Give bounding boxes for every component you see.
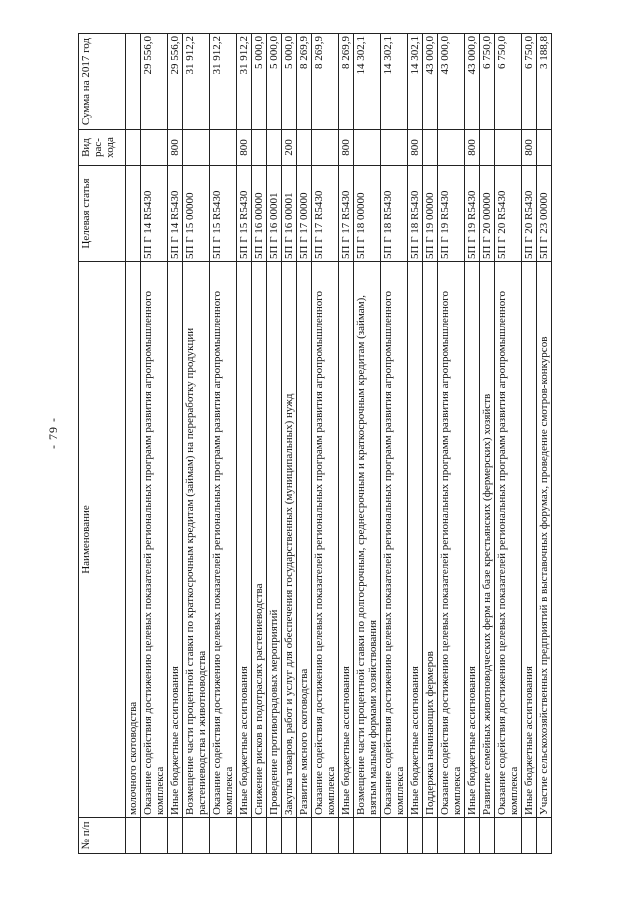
row-name-cell: Иные бюджетные ассигнования [339, 262, 354, 818]
table-row [141, 34, 168, 854]
row-code-cell: 5П Г 20 00000 [480, 166, 495, 262]
row-expense-type-cell [297, 130, 312, 166]
row-number-cell [339, 818, 354, 854]
table-header [79, 34, 126, 854]
table-row [495, 34, 522, 854]
table-row [183, 34, 210, 854]
table-row [423, 34, 438, 854]
row-code-cell: 5П Г 15 00000 [183, 166, 210, 262]
row-name-cell: Поддержка начинающих фермеров [423, 262, 438, 818]
row-expense-type-cell [210, 130, 237, 166]
row-expense-type-cell: 800 [408, 130, 423, 166]
table-row [237, 34, 252, 854]
row-amount-cell: 31 912,2 [183, 34, 210, 130]
row-code-cell: 5П Г 23 00000 [537, 166, 552, 262]
row-expense-type-cell: 800 [168, 130, 183, 166]
row-amount-cell: 29 556,0 [168, 34, 183, 130]
row-expense-type-cell [537, 130, 552, 166]
table-row [354, 34, 381, 854]
row-code-cell: 5П Г 19 00000 [423, 166, 438, 262]
row-expense-type-cell [312, 130, 339, 166]
table-row [438, 34, 465, 854]
row-code-cell: 5П Г 17 00000 [297, 166, 312, 262]
row-number-cell [480, 818, 495, 854]
row-code-cell: 5П Г 16 00001 [282, 166, 297, 262]
row-amount-cell: 5 000,0 [267, 34, 282, 130]
table-row [339, 34, 354, 854]
row-expense-type-cell [267, 130, 282, 166]
row-amount-cell: 43 000,0 [438, 34, 465, 130]
row-number-cell [465, 818, 480, 854]
header-num: № п/п [79, 818, 126, 854]
row-number-cell [312, 818, 339, 854]
row-name-cell: Возмещение части процентной ставки по долгосрочным, среднесрочным и краткосрочным кредитам (займам), взятым малыми формами хозяйствования [354, 262, 381, 818]
table-row [252, 34, 267, 854]
row-code-cell: 5П Г 19 R5430 [438, 166, 465, 262]
row-code-cell: 5П Г 14 R5430 [141, 166, 168, 262]
row-name-cell: Иные бюджетные ассигнования [168, 262, 183, 818]
row-code-cell: 5П Г 15 R5430 [210, 166, 237, 262]
row-code-cell: 5П Г 14 R5430 [168, 166, 183, 262]
row-expense-type-cell: 800 [522, 130, 537, 166]
row-number-cell [126, 818, 141, 854]
table-row [537, 34, 552, 854]
row-code-cell: 5П Г 20 R5430 [495, 166, 522, 262]
row-amount-cell: 43 000,0 [423, 34, 438, 130]
row-code-cell: 5П Г 18 R5430 [408, 166, 423, 262]
row-name-cell: Иные бюджетные ассигнования [465, 262, 480, 818]
row-name-cell: Иные бюджетные ассигнования [522, 262, 537, 818]
table-body [126, 34, 552, 854]
row-amount-cell: 29 556,0 [141, 34, 168, 130]
row-name-cell: Развитие семейных животноводческих ферм на базе крестьянских (фермерских) хозяйств [480, 262, 495, 818]
row-name-cell: Оказание содействия достижению целевых показателей региональных программ развития агропромышленного комплекса [141, 262, 168, 818]
page-number: - 79 - [46, 417, 60, 449]
row-expense-type-cell: 800 [339, 130, 354, 166]
row-expense-type-cell [126, 130, 141, 166]
table-row [168, 34, 183, 854]
header-expense-type: Вид рас-хода [79, 130, 126, 166]
row-expense-type-cell [252, 130, 267, 166]
row-code-cell: 5П Г 16 00000 [252, 166, 267, 262]
table-row [465, 34, 480, 854]
row-number-cell [210, 818, 237, 854]
row-amount-cell: 43 000,0 [465, 34, 480, 130]
row-number-cell [537, 818, 552, 854]
row-number-cell [408, 818, 423, 854]
row-name-cell: Оказание содействия достижению целевых показателей региональных программ развития агропромышленного комплекса [210, 262, 237, 818]
row-code-cell [126, 166, 141, 262]
budget-table [78, 33, 552, 854]
row-expense-type-cell [141, 130, 168, 166]
document-page [46, 34, 576, 854]
row-name-cell: Закупка товаров, работ и услуг для обеспечения государственных (муниципальных) нужд [282, 262, 297, 818]
table-row [480, 34, 495, 854]
row-number-cell [252, 818, 267, 854]
row-code-cell: 5П Г 15 R5430 [237, 166, 252, 262]
row-amount-cell: 31 912,2 [237, 34, 252, 130]
header-amount: Сумма на 2017 год [79, 34, 126, 130]
row-expense-type-cell: 800 [465, 130, 480, 166]
row-amount-cell: 8 269,9 [312, 34, 339, 130]
row-expense-type-cell: 200 [282, 130, 297, 166]
row-number-cell [267, 818, 282, 854]
header-name: Наименование [79, 262, 126, 818]
row-number-cell [522, 818, 537, 854]
table-row [267, 34, 282, 854]
header-target-article: Целевая статья [79, 166, 126, 262]
row-amount-cell: 8 269,9 [339, 34, 354, 130]
row-expense-type-cell [495, 130, 522, 166]
row-expense-type-cell [354, 130, 381, 166]
row-number-cell [354, 818, 381, 854]
row-number-cell [438, 818, 465, 854]
row-name-cell: Оказание содействия достижению целевых показателей региональных программ развития агропромышленного комплекса [438, 262, 465, 818]
row-name-cell: Развитие мясного скотоводства [297, 262, 312, 818]
row-code-cell: 5П Г 16 00001 [267, 166, 282, 262]
row-amount-cell: 6 750,0 [495, 34, 522, 130]
row-amount-cell: 31 912,2 [210, 34, 237, 130]
row-number-cell [381, 818, 408, 854]
table-row [408, 34, 423, 854]
row-amount-cell: 6 750,0 [480, 34, 495, 130]
row-amount-cell: 14 302,1 [381, 34, 408, 130]
row-name-cell: Проведение противоградовых мероприятий [267, 262, 282, 818]
row-expense-type-cell: 800 [237, 130, 252, 166]
row-expense-type-cell [423, 130, 438, 166]
row-number-cell [183, 818, 210, 854]
row-name-cell: Иные бюджетные ассигнования [408, 262, 423, 818]
row-number-cell [237, 818, 252, 854]
row-amount-cell: 5 000,0 [282, 34, 297, 130]
row-amount-cell: 14 302,1 [354, 34, 381, 130]
row-code-cell: 5П Г 17 R5430 [312, 166, 339, 262]
table-row [522, 34, 537, 854]
row-name-cell: Оказание содействия достижению целевых показателей региональных программ развития агропромышленного комплекса [495, 262, 522, 818]
row-name-cell: Оказание содействия достижению целевых показателей региональных программ развития агропромышленного комплекса [381, 262, 408, 818]
row-number-cell [495, 818, 522, 854]
row-amount-cell: 5 000,0 [252, 34, 267, 130]
row-number-cell [282, 818, 297, 854]
row-number-cell [297, 818, 312, 854]
row-code-cell: 5П Г 18 R5430 [381, 166, 408, 262]
row-code-cell: 5П Г 19 R5430 [465, 166, 480, 262]
row-name-cell: Снижение рисков в подотраслях растениеводства [252, 262, 267, 818]
table-row [297, 34, 312, 854]
row-code-cell: 5П Г 18 00000 [354, 166, 381, 262]
row-name-cell: Возмещение части процентной ставки по краткосрочным кредитам (займам) на переработку продукции растениеводства и животноводства [183, 262, 210, 818]
row-amount-cell: 6 750,0 [522, 34, 537, 130]
row-number-cell [141, 818, 168, 854]
table-row [210, 34, 237, 854]
row-amount-cell [126, 34, 141, 130]
row-name-cell: Иные бюджетные ассигнования [237, 262, 252, 818]
table-row [282, 34, 297, 854]
row-expense-type-cell [438, 130, 465, 166]
row-name-cell: молочного скотоводства [126, 262, 141, 818]
row-number-cell [423, 818, 438, 854]
row-name-cell: Участие сельскохозяйственных предприятий в выставочных форумах, проведение смотров-конкурсов [537, 262, 552, 818]
table-row [312, 34, 339, 854]
row-amount-cell: 14 302,1 [408, 34, 423, 130]
row-amount-cell: 3 188,8 [537, 34, 552, 130]
row-name-cell: Оказание содействия достижению целевых показателей региональных программ развития агропромышленного комплекса [312, 262, 339, 818]
table-row [381, 34, 408, 854]
row-code-cell: 5П Г 17 R5430 [339, 166, 354, 262]
table-row [126, 34, 141, 854]
row-code-cell: 5П Г 20 R5430 [522, 166, 537, 262]
row-expense-type-cell [480, 130, 495, 166]
row-expense-type-cell [183, 130, 210, 166]
row-amount-cell: 8 269,9 [297, 34, 312, 130]
row-number-cell [168, 818, 183, 854]
row-expense-type-cell [381, 130, 408, 166]
